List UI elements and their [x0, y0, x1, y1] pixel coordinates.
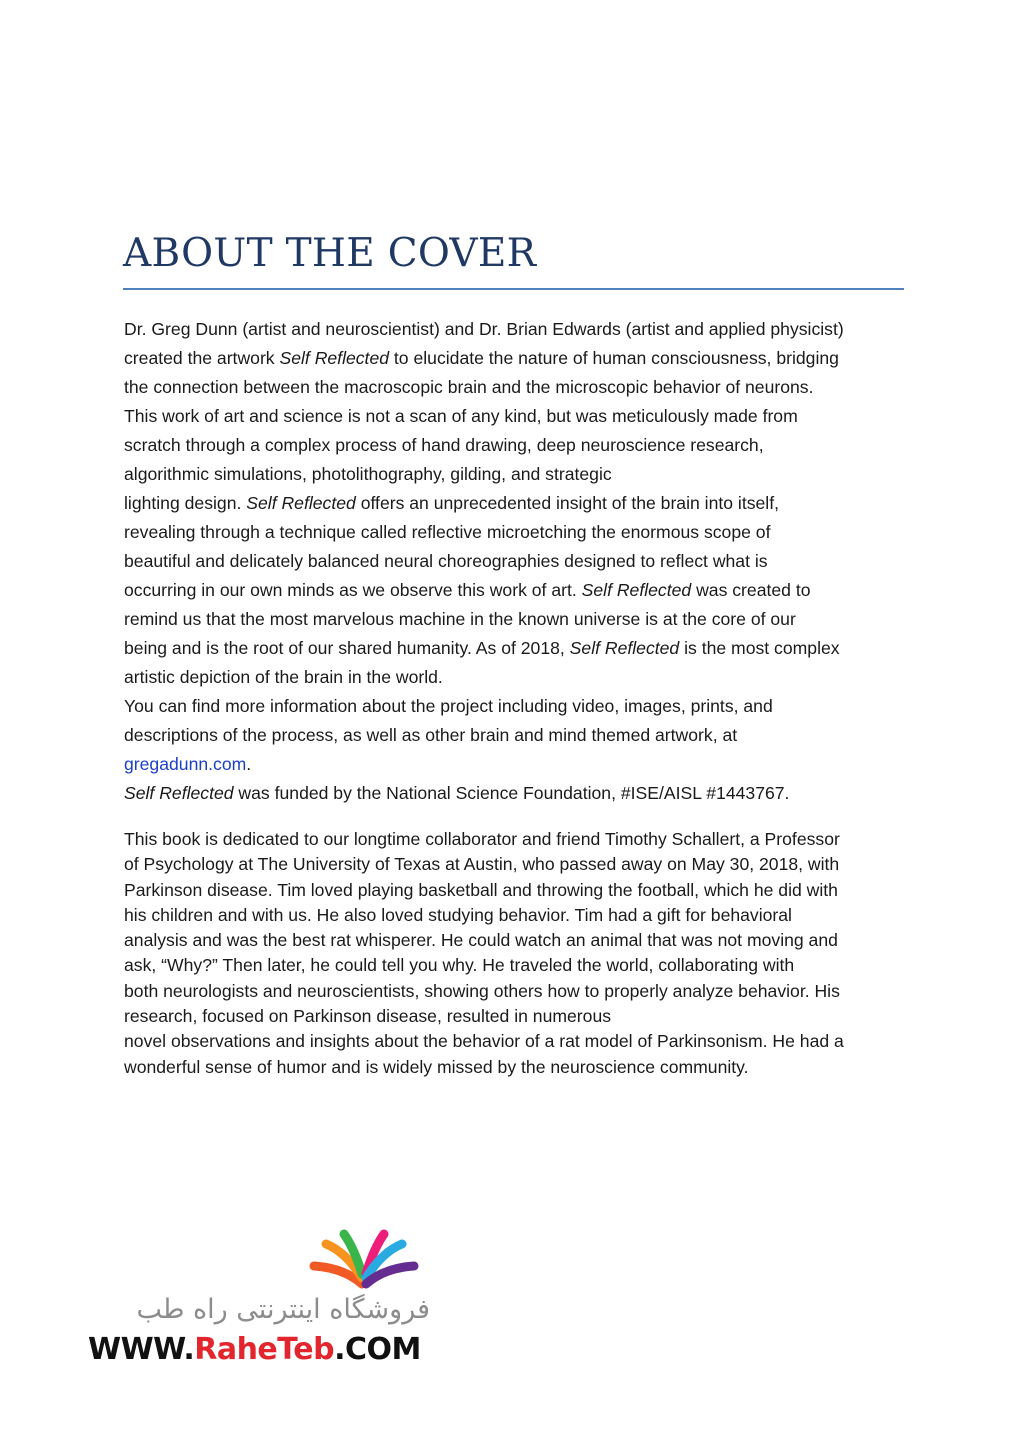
text-run: descriptions of the process, as well as other brain and mind themed artwork, at	[124, 725, 738, 745]
text-run: lighting design.	[124, 493, 247, 513]
url-suffix: .COM	[334, 1332, 421, 1367]
dedication-paragraph	[124, 827, 914, 1080]
text-line	[124, 460, 914, 489]
text-run: scratch through a complex process of hand drawing, deep neuroscience research,	[124, 435, 764, 455]
page-title: ABOUT THE COVER	[123, 231, 537, 276]
text-line	[124, 373, 914, 402]
text-run: to elucidate the nature of human consciousness, bridging	[389, 348, 839, 368]
text-line	[124, 489, 914, 518]
text-run: created the artwork	[124, 348, 280, 368]
text-run: remind us that the most marvelous machine in the known universe is at the core of our	[124, 609, 796, 629]
text-line	[124, 518, 914, 547]
open-book-rainbow-icon	[304, 1228, 424, 1294]
watermark-url	[88, 1330, 421, 1370]
url-prefix: WWW.	[88, 1332, 195, 1367]
text-line: This book is dedicated to our longtime collaborator and friend Timothy Schallert, a Professor	[124, 829, 840, 849]
text-run: This work of art and science is not a scan of any kind, but was meticulously made from	[124, 406, 798, 426]
cover-description-paragraph	[124, 315, 914, 808]
text-line	[124, 402, 914, 431]
website-link[interactable]: gregadunn.com	[124, 754, 247, 774]
text-line: novel observations and insights about the behavior of a rat model of Parkinsonism. He had a	[124, 1031, 844, 1052]
text-line	[124, 547, 914, 576]
text-line	[124, 634, 914, 663]
text-run: algorithmic simulations, photolithography, gilding, and strategic	[124, 464, 612, 484]
text-line	[124, 779, 914, 808]
watermark-persian-text: فروشگاه اینترنتی راه طب	[136, 1294, 430, 1325]
text-run: revealing through a technique called reflective microetching the enormous scope of	[124, 522, 771, 542]
text-line: research, focused on Parkinson disease, resulted in numerous	[124, 1006, 612, 1027]
text-run: Dr. Greg Dunn (artist and neuroscientist) and Dr. Brian Edwards (artist and applied physicist)	[124, 319, 844, 339]
text-run: offers an unprecedented insight of the brain into itself,	[355, 493, 779, 513]
italic-title: Self Reflected	[569, 638, 680, 658]
text-line	[124, 431, 914, 460]
text-run: is the most complex	[679, 638, 840, 658]
text-line: of Psychology at The University of Texas at Austin, who passed away on May 30, 2018, with	[124, 854, 840, 875]
url-brand: RaheTeb	[194, 1332, 335, 1367]
title-divider	[123, 288, 904, 290]
text-run: being and is the root of our shared humanity. As of 2018,	[124, 638, 570, 658]
text-line	[124, 721, 914, 750]
text-line: analysis and was the best rat whisperer. He could watch an animal that was not moving and	[124, 930, 838, 951]
text-line	[124, 750, 914, 779]
text-run: beautiful and delicately balanced neural choreographies designed to reflect what is	[124, 551, 768, 571]
italic-title: Self Reflected	[246, 493, 356, 513]
text-line	[124, 315, 914, 344]
text-run: was created to	[691, 580, 811, 600]
text-line: Parkinson disease. Tim loved playing basketball and throwing the football, which he did with	[124, 879, 838, 900]
text-run: You can find more information about the project including video, images, prints, and	[124, 696, 773, 716]
text-line	[124, 692, 914, 721]
text-line: ask, “Why?” Then later, he could tell you why. He traveled the world, collaborating with	[124, 955, 795, 976]
italic-title: Self Reflected	[124, 783, 234, 803]
text-run: artistic depiction of the brain in the world.	[124, 667, 443, 687]
text-line: wonderful sense of humor and is widely missed by the neuroscience community.	[124, 1056, 749, 1077]
text-run: .	[246, 754, 252, 774]
text-line	[124, 576, 914, 605]
text-run: was funded by the National Science Foundation, #ISE/AISL #1443767.	[233, 783, 790, 803]
text-line	[124, 663, 914, 692]
text-line: both neurologists and neuroscientists, showing others how to properly analyze behavior. His	[124, 980, 840, 1001]
italic-title: Self Reflected	[581, 580, 692, 600]
italic-title: Self Reflected	[279, 348, 390, 368]
text-line	[124, 605, 914, 634]
text-run: occurring in our own minds as we observe this work of art.	[124, 580, 582, 600]
text-run: the connection between the macroscopic brain and the microscopic behavior of neurons.	[124, 377, 814, 397]
raheteb-watermark	[84, 1228, 434, 1368]
text-line: his children and with us. He also loved studying behavior. Tim had a gift for behavioral	[124, 904, 792, 925]
text-line	[124, 344, 914, 373]
